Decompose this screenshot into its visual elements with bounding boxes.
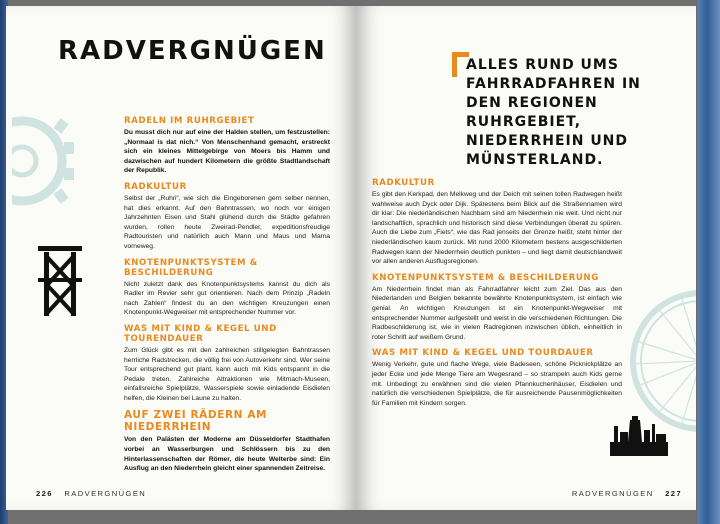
left-footer [36, 489, 146, 498]
section-heading: RADKULTUR [372, 178, 435, 188]
section-text: Zum Glück gibt es mit den zahlreichen stillgelegten Bahntrassen herrliche Radstrecken, die völlig frei von Autoverkehr sind. Wer seine Tour entsprechend gut plant, kann auch mit Kids entspannt in die Pedale treten. Zahlreiche Attraktionen wie Mitmach-Museen, einfallsreiche Spielplätze, Wasserspiele sowie einladende Eisdielen helfen, die Kleinen bei Laune zu halten. [124, 346, 330, 402]
section-text: Du musst dich nur auf eine der Halden stellen, um festzustellen: „Normaal is dat nich.“ Von Menschenhand gemacht, erstreckt sich ein kleines Mittelgebirge von Moers bis Hamm und dazwischen auf hundert Kilometern die größte Stadtlandschaft der Republik. [124, 129, 330, 175]
book-cover-right-edge [698, 0, 720, 524]
left-page [6, 6, 356, 510]
section-text: Nicht zuletzt dank des Knotenpunktsystems kannst du dich als Radler im Revier sehr gut orientieren. Nach dem Prinzip „Radeln nach Zahlen“ findest du an den wichtigen Kreuzungen einen Knotenpunkt-Wegweiser mit entsprechender Nummer vor. [124, 280, 330, 317]
section-heading: KNOTENPUNKTSYSTEM & BESCHILDERUNG [372, 272, 599, 283]
section-text: Am Niederrhein findet man als Fahrradfahrer leicht zum Ziel. Das aus den Niederlanden und Belgien bekannte bewährte Knotenpunktsystem, ist einfach wie genial. An wichtigen Kreuzungen ist ein Knotenpunkt-Wegweiser mit entsprechender Nummer aufgestellt und weist in die verschiedenen Richtungen. Die Radbeschilderung ist, wie in vielen Radregionen inzwischen üblich, einheitlich in roter Schrift auf weißem Grund. [372, 285, 622, 341]
intro-quote: ALLES RUND UMS FAHRRADFAHREN IN DEN REGIONEN RUHRGEBIET, NIEDERRHEIN UND MÜNSTERLAND. [466, 57, 641, 168]
right-footer [572, 489, 682, 498]
section-text: Es gibt den Kerkpad, den Melkweg und der Deich mit seinen tollen Radwegen heißt wahlweise auch Dyck oder Dijk. Spätestens beim Blick auf die Straßennamen wird dir klar: Die niederländischen Nachbarn sind am Niederrhein nie weit. Und nicht nur landschaftlich, sprachlich und historisch sind diese Verbindungen überall zu spüren. Auch die Liebe zum „Fiets“, wie das Rad jenseits der Grenze heißt, steht hinter der niederländischen kaum zurück. Mit rund 2000 Kilometern bestens ausgeschilderten Radwegen kann der Niederrhein deutlich punkten – und liegt damit deutschlandweit vor allen anderen Ausflugsregionen. [372, 191, 622, 266]
section-heading: KNOTENPUNKTSYSTEM & BESCHILDERUNG [124, 257, 258, 278]
section-text: Selbst der „Ruhri“, wie sich die Eingeborenen gern selber nennen, hat dies erkannt. Auf den Bahntrassen, wo noch vor einigen Jahrzehnten Eisen und Stahl glühend durch die Städte gefahren wurden, rollen heute Zweirad-Pendler, expeditionsfreudige Radtouristen und natürlich auch Mann und Maus und Mama vorneweg. [124, 194, 330, 250]
section-heading: WAS MIT KIND & KEGEL UND TOURDAUER [372, 348, 594, 359]
headframe-icon [32, 244, 88, 316]
bicycle-wheel-icon [626, 286, 696, 436]
running-head: RADVERGNÜGEN [571, 489, 654, 498]
section-heading: RADKULTUR [124, 181, 187, 192]
page-title: RADVERGNÜGEN [58, 36, 327, 66]
industrial-skyline-icon [610, 416, 668, 456]
page-number: 227 [665, 489, 682, 498]
right-column [372, 178, 622, 414]
right-page [356, 6, 696, 510]
page-number: 226 [36, 489, 53, 498]
section-heading: AUF ZWEI RÄDERN AM NIEDERRHEIN [124, 409, 268, 434]
section-text: Von den Palästen der Moderne am Düsseldorfer Stadthafen vorbei an Wasserburgen und Schlössern bis zu den Hinterlassenschaften der Römer, die heute Welterbe sind: Ein Ausflug an den Niederrhein gleicht einer spannenden Zeitreise. [124, 436, 330, 473]
section-text: Wenig Verkehr, gute und flache Wege, viele Badeseen, schöne Picknickplätze an jeder Ecke und jede Menge Tiere am Wegesrand – so strampeln auch Kids gerne mit. Unbedingt zu erwähnen sind die vielen Pfannkuchenhäuser, Eisdielen und natürlich die verschiedenen Spielplätze, die für ausreichende Pausenmöglichkeiten für Familien mit Kindern sorgen. [372, 361, 622, 407]
gear-icon [12, 106, 82, 216]
running-head: RADVERGNÜGEN [64, 489, 147, 498]
section-heading: RADELN IM RUHRGEBIET [124, 116, 255, 126]
section-heading: WAS MIT KIND & KEGEL UND TOURENDAUER [124, 323, 277, 344]
left-column [124, 116, 330, 480]
